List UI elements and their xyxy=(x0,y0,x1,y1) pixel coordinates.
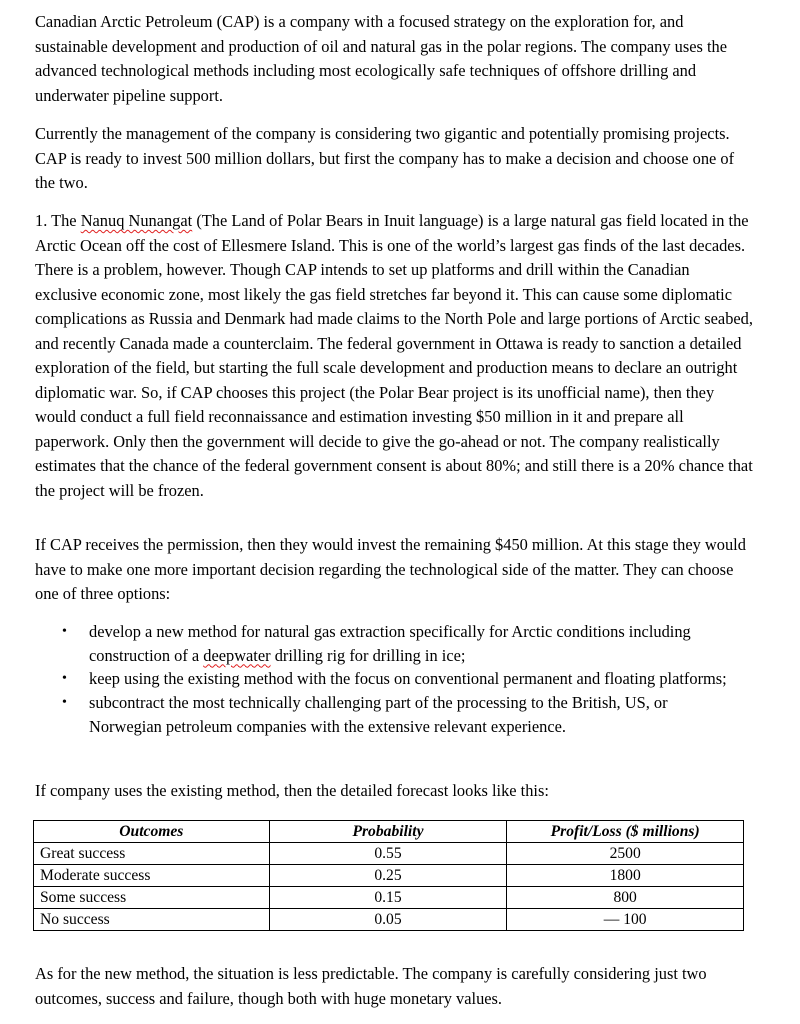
profit-cell: — 100 xyxy=(507,909,744,931)
probability-cell: 0.25 xyxy=(269,865,507,887)
profit-cell: 2500 xyxy=(507,843,744,865)
outcome-cell: Some success xyxy=(34,887,270,909)
options-list xyxy=(35,620,755,739)
table-row xyxy=(34,909,744,931)
new-method-paragraph: As for the new method, the situation is less predictable. The company is carefully considering just two outcomes, success and failure, though both with huge monetary values. xyxy=(35,964,707,1008)
list-item xyxy=(35,691,729,738)
bullet-icon: • xyxy=(62,624,67,639)
outcome-cell: Moderate success xyxy=(34,865,270,887)
option-text: develop a new method for natural gas extraction specifically for Arctic conditions including construction of a xyxy=(89,622,691,665)
header-probability: Probability xyxy=(269,821,507,843)
forecast-table xyxy=(33,820,744,931)
probability-cell: 0.05 xyxy=(269,909,507,931)
option-text: keep using the existing method with the focus on conventional permanent and floating platforms; xyxy=(89,669,727,689)
outcome-cell: No success xyxy=(34,909,270,931)
list-item xyxy=(35,620,729,667)
option-text: subcontract the most technically challenging part of the processing to the British, US, or Norwegian petroleum companies with the extensive relevant experience. xyxy=(89,693,668,736)
profit-cell: 800 xyxy=(507,887,744,909)
header-outcomes: Outcomes xyxy=(34,821,270,843)
probability-cell: 0.55 xyxy=(269,843,507,865)
projects-paragraph: Currently the management of the company is considering two gigantic and potentially promising projects. CAP is ready to invest 500 million dollars, but first the company has to make a decision and choose one of the two. xyxy=(35,124,735,192)
profit-cell: 1800 xyxy=(507,865,744,887)
bullet-icon: • xyxy=(62,671,67,687)
table-header-row xyxy=(34,821,744,843)
outcome-cell: Great success xyxy=(34,843,270,865)
table-row xyxy=(34,887,744,909)
spellcheck-flagged-word[interactable]: Nanuq Nunangat xyxy=(80,211,193,230)
project-1-prefix: 1. The xyxy=(35,211,81,230)
table-row xyxy=(34,865,744,887)
intro-paragraph: Canadian Arctic Petroleum (CAP) is a company with a focused strategy on the exploration for, and sustainable development and production of oil and natural gas in the polar regions. The company uses the advanced technological methods including most ecologically safe techniques of offshore drilling and underwater pipeline support. xyxy=(35,12,728,105)
spellcheck-flagged-word[interactable]: deepwater xyxy=(203,645,271,665)
permission-paragraph: If CAP receives the permission, then they would invest the remaining $450 million. At this stage they would have to make one more important decision regarding the technological side of the matter. They can choose one of three options: xyxy=(35,535,746,603)
option-text: drilling rig for drilling in ice; xyxy=(270,645,466,665)
project-1-paragraph xyxy=(35,209,755,503)
probability-cell: 0.15 xyxy=(269,887,507,909)
forecast-intro-paragraph: If company uses the existing method, then the detailed forecast looks like this: xyxy=(35,781,549,800)
header-profit-loss: Profit/Loss ($ millions) xyxy=(507,821,744,843)
bullet-icon: • xyxy=(62,695,67,711)
project-1-body: (The Land of Polar Bears in Inuit language) is a large natural gas field located in the Arctic Ocean off the cost of Ellesmere Island. This is one of the world’s largest gas finds of the last decades. There is a problem, however. Though CAP intends to set up platforms and drill within the Canadian exclusive economic zone, most likely the gas field stretches far beyond it. This can cause some diplomatic complications as Russia and Denmark had made claims to the North Pole and large portions of Arctic seabed, and recently Canada made a counterclaim. The federal government in Ottawa is ready to sanction a detailed exploration of the field, but starting the full scale development and production means to declare an outright diplomatic war. So, if CAP chooses this project (the Polar Bear project is its unofficial name), then they would conduct a full field reconnaissance and estimation investing $50 million in it and prepare all paperwork. Only then the government will decide to give the go-ahead or not. The company realistically estimates that the chance of the federal government consent is about 80%; and still there is a 20% chance that the project will be frozen. xyxy=(35,211,753,500)
list-item xyxy=(35,667,729,691)
table-row xyxy=(34,843,744,865)
